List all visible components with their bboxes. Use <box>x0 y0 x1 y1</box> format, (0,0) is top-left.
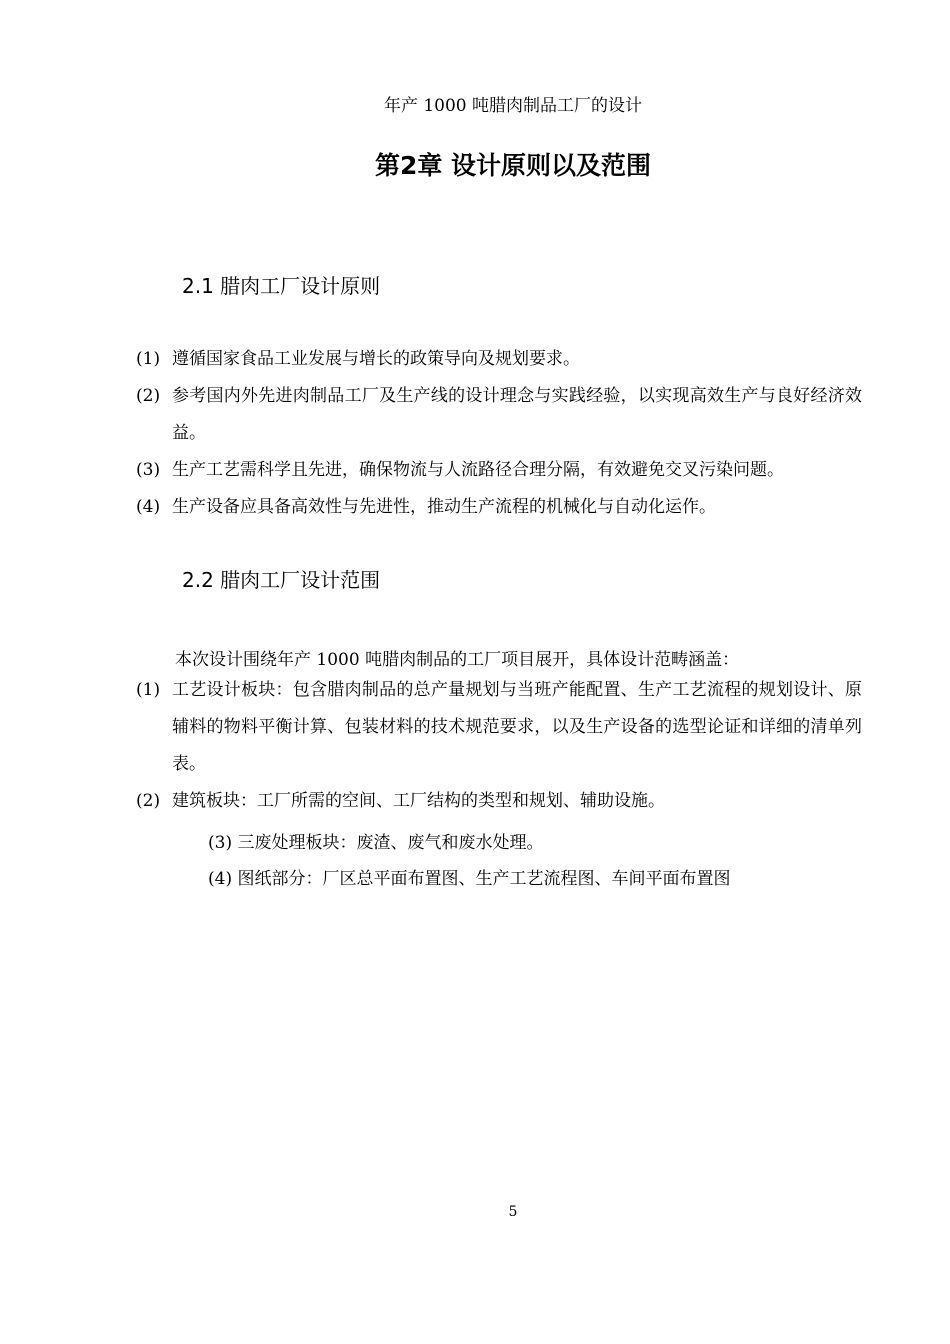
scope-item-3 <box>208 828 544 853</box>
item-number: (3) <box>136 460 161 480</box>
section-heading-2-1: 2.1 腊肉工厂设计原则 <box>182 274 381 298</box>
item-text: 三废处理板块：废渣、废气和废水处理。 <box>237 833 544 853</box>
item-text: 工艺设计板块：包含腊肉制品的总产量规划与当班产能配置、生产工艺流程的规划设计、原辅料的物料平衡计算、包装材料的技术规范要求，以及生产设备的选型论证和详细的清单列表。 <box>172 680 862 774</box>
item-text: 图纸部分：厂区总平面布置图、生产工艺流程图、车间平面布置图 <box>237 869 731 889</box>
item-number: (1) <box>136 680 161 700</box>
item-number: (3) <box>208 833 233 853</box>
scope-intro: 本次设计围绕年产 1000 吨腊肉制品的工厂项目展开，具体设计范畴涵盖： <box>175 650 740 670</box>
item-text: 建筑板块：工厂所需的空间、工厂结构的类型和规划、辅助设施。 <box>172 791 665 811</box>
chapter-title: 第2章 设计原则以及范围 <box>374 151 652 180</box>
scope-item-4 <box>208 864 731 889</box>
item-number: (1) <box>136 349 161 369</box>
item-text: 遵循国家食品工业发展与增长的政策导向及规划要求。 <box>172 349 580 369</box>
item-number: (2) <box>136 791 161 811</box>
item-number: (2) <box>136 386 161 406</box>
item-text: 参考国内外先进肉制品工厂及生产线的设计理念与实践经验，以实现高效生产与良好经济效益。 <box>172 386 862 443</box>
item-number: (4) <box>208 869 233 889</box>
page-number: 5 <box>508 1204 518 1220</box>
section-heading-2-2: 2.2 腊肉工厂设计范围 <box>182 568 381 592</box>
item-number: (4) <box>136 497 161 517</box>
running-header: 年产 1000 吨腊肉制品工厂的设计 <box>383 96 643 116</box>
item-text: 生产设备应具备高效性与先进性，推动生产流程的机械化与自动化运作。 <box>172 497 716 517</box>
item-text: 生产工艺需科学且先进，确保物流与人流路径合理分隔，有效避免交叉污染问题。 <box>172 460 784 480</box>
